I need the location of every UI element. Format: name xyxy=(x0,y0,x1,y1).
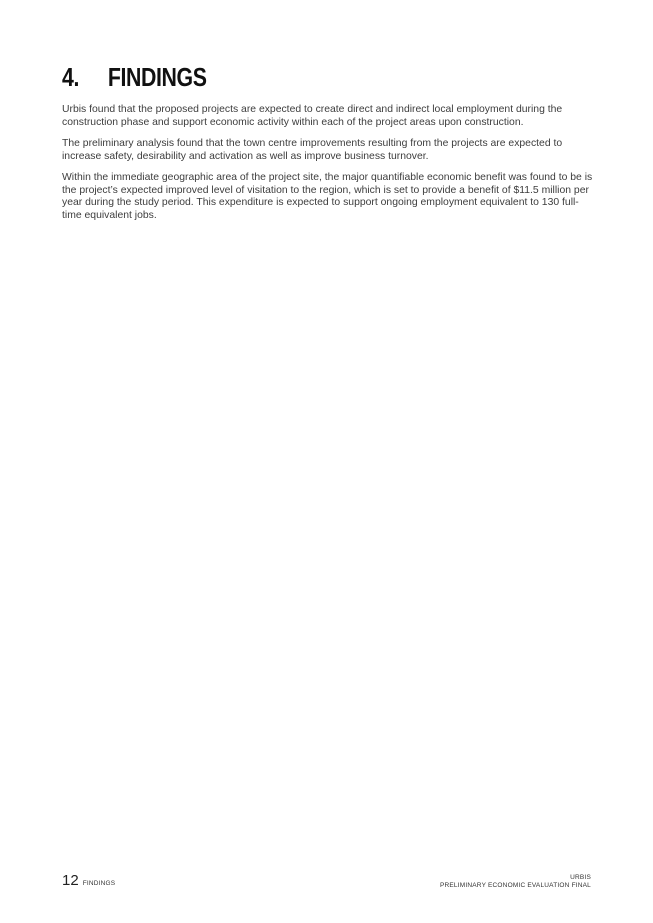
paragraph-visitation-benefit: Within the immediate geographic area of the project site, the major quantifiable economic benefit was found to be is the project’s expected improved level of visitation to the region, which is set to provide a benefit of $11.5 million per year during the study period. This expenditure is expected to support ongoing employment equivalent to 130 full-time equivalent jobs. xyxy=(62,172,593,221)
footer-right xyxy=(440,874,591,890)
body-text xyxy=(62,104,596,231)
footer-left xyxy=(62,872,115,890)
section-number: 4. xyxy=(62,62,79,92)
footer-section-name: FINDINGS xyxy=(82,880,116,887)
paragraph-employment: Urbis found that the proposed projects are expected to create direct and indirect local employment during the construction phase and support economic activity within each of the project areas upon construction. xyxy=(62,104,563,128)
footer-company: URBIS xyxy=(570,874,591,881)
paragraph-town-centre: The preliminary analysis found that the town centre improvements resulting from the projects are expected to increase safety, desirability and activation as well as improve business turnover. xyxy=(62,138,563,162)
section-heading xyxy=(62,62,207,93)
section-title: FINDINGS xyxy=(107,62,207,92)
page-number: 12 xyxy=(62,872,79,889)
footer-document-title: PRELIMINARY ECONOMIC EVALUATION FINAL xyxy=(439,882,591,889)
